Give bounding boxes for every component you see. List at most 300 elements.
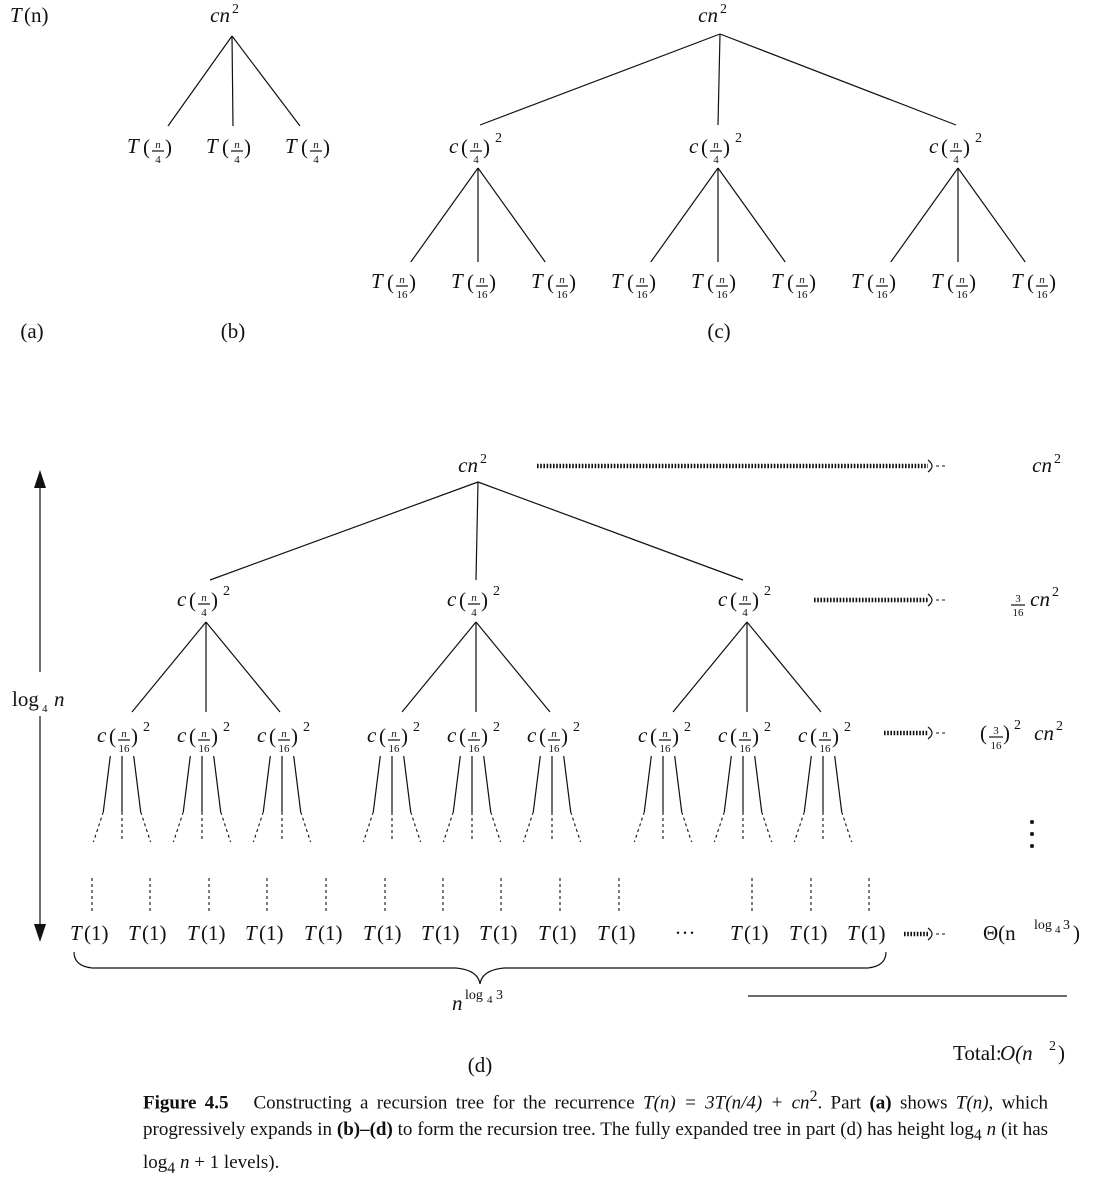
panel-d-leaf-4-T: T bbox=[304, 921, 316, 945]
panel-c-edge-1-0 bbox=[651, 168, 718, 262]
panel-d-l1-2-arg-lparen: ( bbox=[730, 588, 737, 612]
panel-d-l2-1-2-arg-num: n bbox=[551, 728, 557, 740]
caption-figure-number: Figure 4.5 bbox=[143, 1092, 229, 1114]
panel-b-child-right-arg-den: 4 bbox=[313, 154, 319, 166]
panel-b-child-mid bbox=[206, 134, 251, 166]
panel-d-l1-2-arg-den: 4 bbox=[742, 607, 748, 619]
panel-b-edge-right bbox=[232, 36, 300, 126]
panel-d-l2-0-2-exp: 2 bbox=[303, 720, 310, 735]
panel-d-stub-0-0-2 bbox=[134, 756, 141, 812]
panel-d-l2-1-2-c: c bbox=[527, 723, 537, 747]
panel-d-stub-2-1-0 bbox=[724, 756, 731, 812]
caption-part: . Part bbox=[817, 1092, 862, 1114]
panel-c-leaf-1-2-T: T bbox=[771, 269, 783, 293]
panel-d-leaf-9-T: T bbox=[597, 921, 609, 945]
total-label: Total: bbox=[953, 1041, 1002, 1065]
panel-c-leaf-0-0 bbox=[371, 269, 416, 301]
panel-d-stub-2-2-0 bbox=[804, 756, 811, 812]
panel-c-leaf-1-2-arg-rparen: ) bbox=[809, 270, 816, 294]
panel-d-stub-2-0-2 bbox=[675, 756, 682, 812]
panel-d-l1-1-arg-rparen: ) bbox=[481, 588, 488, 612]
panel-d-l2-0-1-arg-lparen: ( bbox=[189, 724, 196, 748]
panel-c-leaf-2-2 bbox=[1011, 269, 1056, 301]
leaf-count-exp: log bbox=[465, 988, 483, 1003]
panel-d-stubdash-0-2-2 bbox=[301, 812, 311, 842]
panel-d-l2-0-1-arg-den: 16 bbox=[198, 743, 210, 755]
height-var: n bbox=[54, 687, 65, 711]
panel-d-l2-2-1-arg-den: 16 bbox=[739, 743, 751, 755]
panel-d-leaf-count bbox=[452, 988, 503, 1015]
panel-c-mid-2-arg-lparen: ( bbox=[941, 135, 948, 159]
panel-c-leaf-2-1 bbox=[931, 269, 976, 301]
panel-c-edge-2-2 bbox=[958, 168, 1025, 262]
caption-n-2: n bbox=[179, 1152, 190, 1174]
panel-d-l2-2-0-arg-num: n bbox=[662, 728, 668, 740]
level-1-arrow bbox=[814, 594, 948, 606]
panel-c-leaf-1-2-arg-lparen: ( bbox=[787, 270, 794, 294]
level-0-cost-cn: cn bbox=[1032, 453, 1052, 477]
panel-d-stubdash-1-2-0 bbox=[523, 812, 533, 842]
panel-d-stub-1-0-0 bbox=[373, 756, 380, 812]
panel-d-stub-1-0-2 bbox=[404, 756, 411, 812]
panel-d-l2-1-1-arg-num: n bbox=[471, 728, 477, 740]
panel-d-stub-1-2-0 bbox=[533, 756, 540, 812]
caption-log-sub-1: 4 bbox=[973, 1127, 982, 1145]
panel-c-mid-0-arg-rparen: ) bbox=[483, 135, 490, 159]
panel-d-leaf-11-arg: (1) bbox=[803, 921, 828, 945]
panel-c-edge-0 bbox=[480, 34, 720, 125]
panel-a-arg: (n) bbox=[24, 3, 49, 27]
panel-d-leaf-7 bbox=[479, 921, 518, 945]
total-close: ) bbox=[1058, 1041, 1065, 1065]
panel-d-l2-0-0-arg-rparen: ) bbox=[131, 724, 138, 748]
panel-d-leaf-5-T: T bbox=[363, 921, 375, 945]
panel-c-leaf-0-1-arg-den: 16 bbox=[476, 289, 488, 301]
panel-d-root-exp: 2 bbox=[480, 452, 487, 467]
leaf-level-arrow-head bbox=[928, 928, 932, 940]
caption-text-5: + 1 levels). bbox=[194, 1152, 280, 1174]
panel-d-edge-1 bbox=[476, 482, 478, 580]
panel-c-mid-2-arg-den: 4 bbox=[953, 154, 959, 166]
panel-c-mid-2-exp: 2 bbox=[975, 131, 982, 146]
panel-c-leaf-0-1-arg-num: n bbox=[479, 274, 485, 286]
panel-d-l2-0-1-c: c bbox=[177, 723, 187, 747]
panel-d-l1-1-arg-num: n bbox=[471, 592, 477, 604]
panel-d-l1-1 bbox=[447, 584, 500, 619]
panel-d-l2-1-1-c: c bbox=[447, 723, 457, 747]
panel-d-l2-2-2-arg-den: 16 bbox=[819, 743, 831, 755]
panel-d-stub-0-1-0 bbox=[183, 756, 190, 812]
panel-d-leaf-brace bbox=[74, 952, 886, 984]
panel-c-leaf-0-0-arg-num: n bbox=[399, 274, 405, 286]
leaf-theta: Θ(n bbox=[983, 921, 1016, 945]
panel-d-l2-0-1-arg-num: n bbox=[201, 728, 207, 740]
panel-b-child-left bbox=[127, 134, 172, 166]
panel-c-mid-1 bbox=[689, 131, 742, 166]
panel-label-c: (c) bbox=[707, 319, 731, 343]
caption-log-sub-2: 4 bbox=[167, 1159, 176, 1177]
panel-d-stub-2-1-2 bbox=[755, 756, 762, 812]
panel-d-edge-0-2 bbox=[206, 622, 280, 712]
panel-d-leaf-11-T: T bbox=[789, 921, 801, 945]
height-arrow-up-head bbox=[34, 470, 46, 488]
height-label bbox=[12, 687, 65, 715]
panel-d-stubdash-2-2-2 bbox=[842, 812, 852, 842]
panel-d-l2-2-0-arg-lparen: ( bbox=[650, 724, 657, 748]
panel-b-child-mid-arg-lparen: ( bbox=[222, 135, 229, 159]
panel-c-edge-0-0 bbox=[411, 168, 478, 262]
panel-c-leaf-1-1-T: T bbox=[691, 269, 703, 293]
panel-d-edge-0 bbox=[210, 482, 478, 580]
panel-d-leaf-7-T: T bbox=[479, 921, 491, 945]
caption-text-2: , which progressively expands in bbox=[143, 1092, 1049, 1141]
panel-d-l2-2-0-c: c bbox=[638, 723, 648, 747]
panel-c-mid-2-arg-rparen: ) bbox=[963, 135, 970, 159]
leaf-level-arrow bbox=[904, 928, 948, 940]
level-2-num: 3 bbox=[993, 725, 999, 737]
panel-d-l1-1-arg-lparen: ( bbox=[459, 588, 466, 612]
panel-c-leaf-2-1-arg-den: 16 bbox=[956, 289, 968, 301]
panel-d-l2-2-2-arg-num: n bbox=[822, 728, 828, 740]
panel-d-l2-1-1-arg-den: 16 bbox=[468, 743, 480, 755]
panel-c-leaf-2-2-arg-rparen: ) bbox=[1049, 270, 1056, 294]
panel-d-stub-0-0-0 bbox=[103, 756, 110, 812]
panel-c-leaf-2-2-arg-lparen: ( bbox=[1027, 270, 1034, 294]
caption-text-4: (it has bbox=[1001, 1119, 1049, 1141]
caption-text-3: to form the recursion tree. The fully expanded tree in part (d) has height bbox=[397, 1119, 945, 1141]
panel-c-leaf-2-0-arg-num: n bbox=[879, 274, 885, 286]
panel-b-child-right-T: T bbox=[285, 134, 297, 158]
panel-b-root bbox=[210, 2, 239, 27]
panel-d-l2-2-2-c: c bbox=[798, 723, 808, 747]
panel-d-l1-0-arg-rparen: ) bbox=[211, 588, 218, 612]
panel-d-leaf-12-arg: (1) bbox=[861, 921, 886, 945]
panel-d-l2-1-0-arg-den: 16 bbox=[388, 743, 400, 755]
panel-c-leaf-1-1-arg-lparen: ( bbox=[707, 270, 714, 294]
panel-d-leaf-3-T: T bbox=[245, 921, 257, 945]
panel-d-leaf-1-T: T bbox=[128, 921, 140, 945]
panel-c-mid-0-exp: 2 bbox=[495, 131, 502, 146]
panel-c-leaf-2-2-arg-den: 16 bbox=[1036, 289, 1048, 301]
panel-c-edge-2 bbox=[720, 34, 956, 125]
panel-d-edge-1-2 bbox=[476, 622, 550, 712]
panel-c-mid-1-arg-den: 4 bbox=[713, 154, 719, 166]
level-2-arrow-head bbox=[928, 727, 932, 739]
panel-d-leaf-12-T: T bbox=[847, 921, 859, 945]
panel-label-a: (a) bbox=[20, 319, 44, 343]
panel-c-root-exp: 2 bbox=[720, 2, 727, 17]
caption-part-a: (a) bbox=[869, 1092, 892, 1114]
panel-d-l2-2-2-arg-lparen: ( bbox=[810, 724, 817, 748]
panel-d-leaf-0 bbox=[70, 921, 109, 945]
panel-d-edge-2-2 bbox=[747, 622, 821, 712]
panel-d-stub-2-0-0 bbox=[644, 756, 651, 812]
panel-d-leaf-2 bbox=[187, 921, 226, 945]
panel-d-l1-1-exp: 2 bbox=[493, 584, 500, 599]
panel-c-mid-1-arg-num: n bbox=[713, 139, 719, 151]
panel-c-mid-0 bbox=[449, 131, 502, 166]
leaf-level-cost bbox=[983, 918, 1080, 945]
panel-d-l2-0-2-arg-den: 16 bbox=[278, 743, 290, 755]
panel-c-leaf-2-1-arg-num: n bbox=[959, 274, 965, 286]
panel-d-leaf-10-arg: (1) bbox=[744, 921, 769, 945]
panel-d-l2-2-0-arg-den: 16 bbox=[659, 743, 671, 755]
panel-d-l1-0 bbox=[177, 584, 230, 619]
panel-d-ellipsis: ··· bbox=[674, 921, 696, 945]
figure-caption bbox=[143, 1083, 1048, 1182]
level-1-exp: 2 bbox=[1052, 585, 1059, 600]
panel-d-l2-1-0-arg-rparen: ) bbox=[401, 724, 408, 748]
panel-d-l2-2-0-arg-rparen: ) bbox=[672, 724, 679, 748]
panel-d-l2-2-2-exp: 2 bbox=[844, 720, 851, 735]
panel-b-edge-left bbox=[168, 36, 232, 126]
panel-c-root bbox=[698, 2, 727, 27]
panel-b-root-exp: 2 bbox=[232, 2, 239, 17]
panel-d-leaf-9-arg: (1) bbox=[611, 921, 636, 945]
panel-c-edge-1 bbox=[718, 34, 720, 125]
panel-c-leaf-0-1-arg-rparen: ) bbox=[489, 270, 496, 294]
panel-d-l1-0-c: c bbox=[177, 587, 187, 611]
panel-d-l2-0-1-arg-rparen: ) bbox=[211, 724, 218, 748]
panel-d-l2-2-1-arg-rparen: ) bbox=[752, 724, 759, 748]
vertical-dot-2 bbox=[1030, 844, 1034, 848]
panel-d-l1-1-arg-den: 4 bbox=[471, 607, 477, 619]
panel-d-stubdash-1-0-0 bbox=[363, 812, 373, 842]
panel-c-leaf-1-0-arg-lparen: ( bbox=[627, 270, 634, 294]
panel-c-mid-2-arg-num: n bbox=[953, 139, 959, 151]
panel-d-l2-1-0 bbox=[367, 720, 420, 755]
panel-d-l2-0-1-exp: 2 bbox=[223, 720, 230, 735]
panel-d-l2-2-1-arg-lparen: ( bbox=[730, 724, 737, 748]
panel-d-l2-0-2-arg-rparen: ) bbox=[291, 724, 298, 748]
panel-d-l2-0-0-arg-lparen: ( bbox=[109, 724, 116, 748]
panel-d-leaf-10 bbox=[730, 921, 769, 945]
panel-d-stubdash-2-0-0 bbox=[634, 812, 644, 842]
level-2-outer-exp: 2 bbox=[1014, 718, 1021, 733]
height-log-sub: 4 bbox=[42, 703, 48, 715]
panel-c-leaf-1-1 bbox=[691, 269, 736, 301]
panel-c-leaf-1-1-arg-num: n bbox=[719, 274, 725, 286]
panel-c-leaf-0-0-T: T bbox=[371, 269, 383, 293]
panel-b-child-left-T: T bbox=[127, 134, 139, 158]
panel-d-l2-0-0-arg-num: n bbox=[121, 728, 127, 740]
panel-c-edge-2-0 bbox=[891, 168, 958, 262]
panel-d-leaf-6-arg: (1) bbox=[435, 921, 460, 945]
panel-d-stubdash-0-1-0 bbox=[173, 812, 183, 842]
panel-c-leaf-0-1 bbox=[451, 269, 496, 301]
panel-c-leaf-2-0-arg-rparen: ) bbox=[889, 270, 896, 294]
panel-d-l2-1-2-exp: 2 bbox=[573, 720, 580, 735]
panel-b-child-mid-arg-den: 4 bbox=[234, 154, 240, 166]
level-2-lparen: ( bbox=[980, 721, 987, 745]
level-0-cost-exp: 2 bbox=[1054, 452, 1061, 467]
panel-d-leaf-12 bbox=[847, 921, 886, 945]
leaf-close: ) bbox=[1073, 921, 1080, 945]
panel-d-stub-2-2-2 bbox=[835, 756, 842, 812]
panel-c-leaf-1-0-arg-den: 16 bbox=[636, 289, 648, 301]
panel-d-stubdash-0-1-2 bbox=[221, 812, 231, 842]
panel-d-l1-2-arg-num: n bbox=[742, 592, 748, 604]
level-2-arrow bbox=[884, 727, 948, 739]
panel-d-stubdash-0-0-0 bbox=[93, 812, 103, 842]
panel-d-leaf-4 bbox=[304, 921, 343, 945]
panel-d-leaf-4-arg: (1) bbox=[318, 921, 343, 945]
panel-c-leaf-2-0-arg-lparen: ( bbox=[867, 270, 874, 294]
panel-c-leaf-2-0-T: T bbox=[851, 269, 863, 293]
panel-d-l1-2-arg-rparen: ) bbox=[752, 588, 759, 612]
panel-c-leaf-1-0-arg-rparen: ) bbox=[649, 270, 656, 294]
panel-d-stub-1-1-0 bbox=[453, 756, 460, 812]
panel-b-root-cn: cn bbox=[210, 3, 230, 27]
panel-d-stub-1-1-2 bbox=[484, 756, 491, 812]
panel-d-l1-2 bbox=[718, 584, 771, 619]
panel-d-l2-0-2-arg-num: n bbox=[281, 728, 287, 740]
level-1-cn: cn bbox=[1030, 587, 1050, 611]
leaf-exp-tail: 3 bbox=[1063, 918, 1070, 933]
panel-b-child-mid-arg-num: n bbox=[234, 139, 240, 151]
leaf-count-exp-sub: 4 bbox=[487, 994, 493, 1006]
caption-recurrence-exp: 2 bbox=[809, 1088, 818, 1105]
panel-d-stubdash-1-1-2 bbox=[491, 812, 501, 842]
panel-d-l2-2-0 bbox=[638, 720, 691, 755]
panel-d-stubdash-2-1-2 bbox=[762, 812, 772, 842]
panel-d-edge-1-0 bbox=[402, 622, 476, 712]
panel-a-T: T bbox=[10, 3, 22, 27]
panel-c-leaf-1-2 bbox=[771, 269, 816, 301]
panel-d-l2-2-1-exp: 2 bbox=[764, 720, 771, 735]
panel-c-leaf-2-2-T: T bbox=[1011, 269, 1023, 293]
level-2-cn: cn bbox=[1034, 721, 1054, 745]
leaf-exp-sub: 4 bbox=[1055, 924, 1061, 936]
panel-c-leaf-2-2-arg-num: n bbox=[1039, 274, 1045, 286]
panel-label-b: (b) bbox=[220, 319, 246, 343]
panel-c-leaf-1-0 bbox=[611, 269, 656, 301]
panel-d-l2-1-2 bbox=[527, 720, 580, 755]
leaf-exp: log bbox=[1034, 918, 1052, 933]
panel-b-edge-mid bbox=[232, 36, 233, 126]
panel-d-l2-0-0-c: c bbox=[97, 723, 107, 747]
leaf-count-exp-tail: 3 bbox=[496, 988, 503, 1003]
height-log: log bbox=[12, 687, 39, 711]
level-2-den: 16 bbox=[990, 740, 1002, 752]
panel-c-mid-1-exp: 2 bbox=[735, 131, 742, 146]
panel-d-leaf-3-arg: (1) bbox=[259, 921, 284, 945]
panel-c-mid-0-c: c bbox=[449, 134, 459, 158]
panel-d-l2-0-0 bbox=[97, 720, 150, 755]
panel-d-leaf-0-arg: (1) bbox=[84, 921, 109, 945]
panel-d-l2-0-2 bbox=[257, 720, 310, 755]
panel-b-child-mid-arg-rparen: ) bbox=[244, 135, 251, 159]
panel-b-child-left-arg-lparen: ( bbox=[143, 135, 150, 159]
panel-c-leaf-1-0-T: T bbox=[611, 269, 623, 293]
total bbox=[953, 1039, 1065, 1065]
panel-d-l2-2-0-exp: 2 bbox=[684, 720, 691, 735]
caption-text-1: Constructing a recursion tree for the recurrence bbox=[253, 1092, 635, 1114]
panel-c-leaf-2-1-arg-lparen: ( bbox=[947, 270, 954, 294]
panel-d-l2-1-0-exp: 2 bbox=[413, 720, 420, 735]
panel-d-leaf-9 bbox=[597, 921, 636, 945]
caption-log-1: log bbox=[949, 1119, 974, 1141]
panel-d-l1-0-exp: 2 bbox=[223, 584, 230, 599]
panel-c-mid-2 bbox=[929, 131, 982, 166]
panel-c-leaf-2-1-T: T bbox=[931, 269, 943, 293]
panel-c-leaf-0-1-arg-lparen: ( bbox=[467, 270, 474, 294]
panel-c-leaf-2-0 bbox=[851, 269, 896, 301]
panel-c-leaf-0-2-arg-num: n bbox=[559, 274, 565, 286]
panel-d-stub-0-2-2 bbox=[294, 756, 301, 812]
panel-b-child-left-arg-num: n bbox=[155, 139, 161, 151]
panel-c-mid-0-arg-den: 4 bbox=[473, 154, 479, 166]
panel-d-leaf-8 bbox=[538, 921, 577, 945]
panel-d-root-cn: cn bbox=[458, 453, 478, 477]
panel-d-l1-0-arg-lparen: ( bbox=[189, 588, 196, 612]
panel-d-leaf-0-T: T bbox=[70, 921, 82, 945]
panel-d-leaf-1 bbox=[128, 921, 167, 945]
panel-d-l1-2-exp: 2 bbox=[764, 584, 771, 599]
panel-c-leaf-0-0-arg-lparen: ( bbox=[387, 270, 394, 294]
panel-d-l2-2-1-arg-num: n bbox=[742, 728, 748, 740]
panel-label-d: (d) bbox=[467, 1053, 493, 1077]
panel-d-edge-2-0 bbox=[673, 622, 747, 712]
panel-b-child-right-arg-lparen: ( bbox=[301, 135, 308, 159]
panel-d-l2-1-1-arg-rparen: ) bbox=[481, 724, 488, 748]
level-2-cost bbox=[980, 718, 1063, 752]
panel-d-leaf-2-T: T bbox=[187, 921, 199, 945]
caption-parts-bd: (b)–(d) bbox=[336, 1119, 393, 1141]
panel-d-leaf-8-arg: (1) bbox=[552, 921, 577, 945]
level-1-arrow-head bbox=[928, 594, 932, 606]
panel-c-leaf-0-0-arg-den: 16 bbox=[396, 289, 408, 301]
panel-c-root-cn: cn bbox=[698, 3, 718, 27]
panel-d-l2-1-0-arg-lparen: ( bbox=[379, 724, 386, 748]
panel-b-child-right-arg-num: n bbox=[313, 139, 319, 151]
leaf-count-base: n bbox=[452, 991, 463, 1015]
panel-d-l2-0-0-arg-den: 16 bbox=[118, 743, 130, 755]
panel-c-leaf-0-2-T: T bbox=[531, 269, 543, 293]
panel-d-l1-0-arg-den: 4 bbox=[201, 607, 207, 619]
panel-c-mid-1-arg-rparen: ) bbox=[723, 135, 730, 159]
level-1-num: 3 bbox=[1015, 593, 1021, 605]
level-1-den: 16 bbox=[1012, 607, 1024, 619]
level-2-exp: 2 bbox=[1056, 719, 1063, 734]
panel-c-leaf-0-2-arg-lparen: ( bbox=[547, 270, 554, 294]
panel-c-mid-1-c: c bbox=[689, 134, 699, 158]
vertical-dot-0 bbox=[1030, 820, 1034, 824]
panel-b-child-left-arg-rparen: ) bbox=[165, 135, 172, 159]
panel-d-stub-0-2-0 bbox=[263, 756, 270, 812]
panel-d-l2-2-2-arg-rparen: ) bbox=[832, 724, 839, 748]
panel-d-l2-2-1 bbox=[718, 720, 771, 755]
panel-d-l2-2-1-c: c bbox=[718, 723, 728, 747]
panel-d-l2-0-2-c: c bbox=[257, 723, 267, 747]
panel-d-leaf-11 bbox=[789, 921, 828, 945]
panel-d-l2-1-1-exp: 2 bbox=[493, 720, 500, 735]
panel-c-mid-2-c: c bbox=[929, 134, 939, 158]
panel-d-stub-1-2-2 bbox=[564, 756, 571, 812]
panel-b-child-mid-T: T bbox=[206, 134, 218, 158]
level-1-cost bbox=[1011, 585, 1059, 619]
height-arrow-down-head bbox=[34, 924, 46, 942]
panel-d-leaf-8-T: T bbox=[538, 921, 550, 945]
level-2-rparen: ) bbox=[1003, 721, 1010, 745]
panel-d-l1-1-c: c bbox=[447, 587, 457, 611]
panel-d-stubdash-1-1-0 bbox=[443, 812, 453, 842]
panel-c-leaf-0-1-T: T bbox=[451, 269, 463, 293]
panel-d-leaf-3 bbox=[245, 921, 284, 945]
panel-d-leaf-10-T: T bbox=[730, 921, 742, 945]
panel-d-leaf-6 bbox=[421, 921, 460, 945]
level-0-arrow bbox=[537, 460, 948, 472]
